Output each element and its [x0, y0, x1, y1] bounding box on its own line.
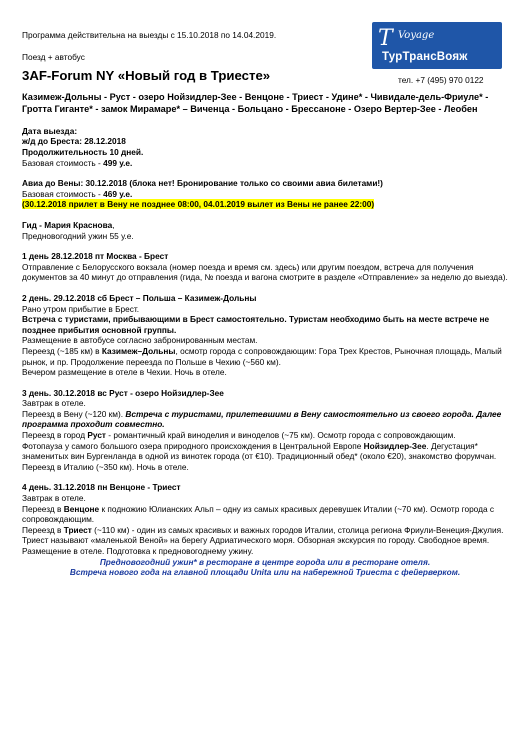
day2-p5: Вечером размещение в отеле в Чехии. Ночь в отеле. — [22, 367, 227, 378]
program-content — [22, 87, 508, 578]
day2-p1: Рано утром прибытие в Брест. — [22, 303, 140, 314]
day3-p1: Завтрак в отеле. — [22, 398, 86, 409]
dinner-price: Предновогодний ужин 55 у.е. — [22, 230, 134, 241]
day4-p2 — [22, 504, 508, 525]
day1-text: Отправление с Белорусского вокзала (номер поезда и время см. здесь) или другим поездом, встреча для получения документов за 40 минут до отправления (гида, № поезда и вагона смотрите в разделе «Отправление» за неделю до выезда). — [22, 261, 508, 283]
day3-p2b: Встреча с туристами, прилетевшими в Вену самостоятельно из своего города. Далее программа проходит совместно. — [22, 408, 502, 430]
day3-p3c: - романтичный край виноделия и виноделов (~75 км). Осмотр города с сопровождающим. — [106, 430, 456, 441]
day4-p2b: Венцоне — [63, 503, 100, 514]
departure-label: Дата выезда: — [22, 125, 78, 136]
avia-note-highlight: (30.12.2018 прилет в Вену не позднее 08:00, 04.01.2019 вылет из Вены не ранее 22:00) — [22, 199, 375, 210]
day3-p4a: Фотопауза у самого большого озера природного происхождения в Центральной Европе — [22, 440, 364, 451]
day3-p4b: Нойзидлер-Зее — [363, 440, 427, 451]
day3-p3 — [22, 430, 508, 441]
day1-title: 1 день 28.12.2018 пт Москва - Брест — [22, 251, 169, 262]
route-summary: Казимеж-Дольны - Руст - озеро Нойзидлер-Зее - Венцоне - Триест - Удине* - Чивидале-дель-Фриуле* - Гротта Гиганте* - замок Мирамаре* – Виченца - Больцано - Брессаноне - Озеро Вертер-Зее - Леобен — [22, 92, 489, 115]
day4-p4: Размещение в отеле. Подготовка к предновогоднему ужину. — [22, 546, 254, 556]
day3-p5: Переезд в Италию (~350 км). Ночь в отеле. — [22, 461, 189, 472]
tour-duration: Продолжительность 10 дней. — [22, 147, 144, 157]
day2-title: 2 день. 29.12.2018 сб Брест – Польша – Казимеж-Дольны — [22, 292, 257, 303]
day4-p1: Завтрак в отеле. — [22, 493, 86, 504]
avia-price-label: Базовая стоимость - — [22, 188, 104, 199]
day3-p3a: Переезд в город — [22, 430, 88, 441]
day3-p4c: . Дегустация* знаменитых вин Бургенланда в одной из винотек города (от €10). Традиционный обед* (около €20), знакомство форумчан. — [22, 440, 497, 462]
company-logo — [372, 22, 502, 69]
day3-p2 — [22, 409, 508, 430]
day3-p2a: Переезд в Вену (~120 км). — [22, 408, 126, 419]
phone-number: тел. +7 (495) 970 0122 — [398, 75, 484, 85]
day2-p2: Встреча с туристами, прибывающими в Брест самостоятельно. Туристам необходимо быть на месте встрече не позднее прибытия основной группы. — [22, 314, 490, 335]
day4-p2a: Переезд в — [22, 503, 64, 514]
page-title: 3AF-Forum NY «Новый год в Триесте» — [22, 68, 271, 83]
day4-p3c: (~110 км) - один из самых красивых и важных городов Италии, столица региона Фриули-Венеция-Джулия. Триест называют «маленькой Веной» на берегу Адриатического моря. Обзорная экскурсия по городу. Свободное время. — [22, 524, 504, 546]
footer-dinner: Предновогодний ужин* в ресторане в центре города или в ресторане отеля. — [99, 556, 431, 567]
day4-p3a: Переезд в — [22, 524, 64, 535]
logo-brand-text: ТурТрансВояж — [382, 51, 468, 63]
avia-note — [22, 199, 508, 210]
guide-line — [22, 220, 508, 231]
departure-train: ж/д до Бреста: 28.12.2018 — [22, 136, 126, 147]
day2-p4b: Казимеж–Дольны — [101, 345, 176, 356]
avia-price-value: 469 у.е. — [103, 188, 133, 199]
base-price-value: 499 у.е. — [103, 157, 133, 168]
day2-p4a: Переезд (~185 км) в — [22, 345, 102, 356]
day2-p4c: , осмотр города с сопровождающим: Гора Трех Крестов, Рыночная площадь, Малый рынок, и пр. Продолжение переезда по Польше в Чехию (~560 км). — [22, 345, 502, 367]
day3-p4 — [22, 441, 508, 462]
day4-p3b: Триест — [63, 524, 92, 535]
avia-price — [22, 189, 508, 200]
day3-p3b: Руст — [87, 430, 106, 441]
logo-voyage-text: Voyage — [398, 30, 435, 41]
guide-comma: , — [112, 219, 115, 230]
day4-title: 4 день. 31.12.2018 пн Венцоне - Триест — [22, 482, 181, 493]
transport-type: Поезд + автобус — [22, 52, 85, 62]
day3-title: 3 день. 30.12.2018 вс Руст - озеро Нойзидлер-Зее — [22, 387, 224, 398]
day2-p3: Размещение в автобусе согласно забронированным местам. — [22, 335, 258, 346]
base-price — [22, 158, 508, 169]
guide-name: Гид - Мария Краснова — [22, 219, 113, 230]
day4-p2c: к подножию Юлианских Альп – одну из самых красивых деревушек Италии (~70 км). Осмотр города с сопровождающим. — [22, 503, 495, 525]
base-price-label: Базовая стоимость - — [22, 157, 104, 168]
validity-note: Программа действительна на выезды с 15.10.2018 по 14.04.2019. — [22, 30, 277, 40]
day4-p3 — [22, 525, 508, 546]
footer-newyear: Встреча нового года на главной площади Unita или на набережной Триеста с фейерверком. — [69, 567, 461, 578]
avia-line: Авиа до Вены: 30.12.2018 (блока нет! Бронирование только со своими авиа билетами!) — [22, 178, 383, 189]
day2-p4 — [22, 346, 508, 367]
logo-mark-icon: T — [378, 26, 393, 51]
